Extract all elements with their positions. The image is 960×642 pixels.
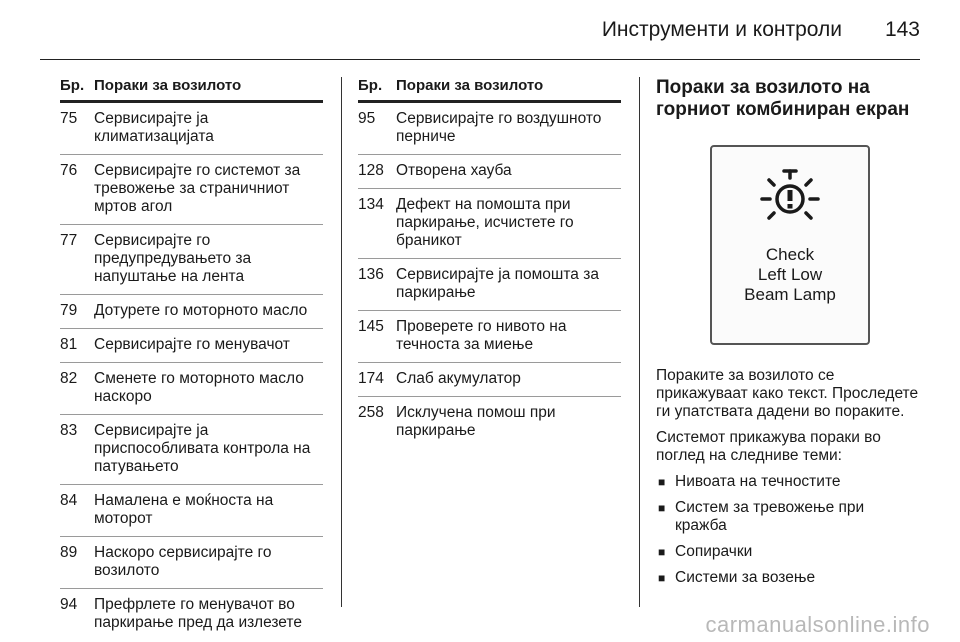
table-header [358,77,621,103]
message-text: Дотурете го моторното масло [94,302,308,319]
message-number: 77 [60,232,78,249]
message-text: Сервисирајте го системот за тревожење за страничниот мртов агол [94,162,301,215]
bullet-square-icon: ■ [658,475,666,489]
table-row [60,295,323,329]
table-row [60,485,323,537]
table-row [358,363,621,397]
column-header-message: Пораки за возилото [396,77,544,94]
header-rule [40,59,920,60]
display-illustration [710,145,870,345]
list-item [656,543,920,561]
message-number: 79 [60,302,78,319]
page-header [0,0,960,60]
table-row [60,415,323,485]
table-row [358,311,621,363]
list-item [656,473,920,491]
list-item [656,569,920,587]
list-item [656,499,920,535]
lamp-warning-icon [756,163,824,231]
list-item-text: Системи за возење [675,569,816,586]
message-table-left [60,77,323,640]
message-text: Префрлете го менувачот во паркирање пред да излезете [94,596,302,631]
message-text: Наскоро сервисирајте го возилото [94,544,272,579]
watermark: carmanualsonline.info [705,612,930,637]
table-row [358,259,621,311]
display-line: Beam Lamp [744,285,836,304]
table-row [60,589,323,640]
message-table-right [358,77,621,448]
column-header-number: Бр. [358,77,383,94]
display-line: Left Low [757,265,823,284]
table-row [60,155,323,225]
message-number: 134 [358,196,384,213]
message-text: Отворена хауба [396,162,512,179]
message-number: 75 [60,110,78,127]
section-title: Пораки за возилото на горниот комбиниран екран [656,77,910,120]
body-paragraph: Пораките за возилото се прикажуваат како текст. Проследете ги упатствата дадени во пораките. [656,367,919,420]
display-line: Check [765,245,815,264]
display-message [712,245,868,305]
column-header-message: Пораки за возилото [94,77,242,94]
column-divider [341,77,342,607]
list-item-text: Систем за тревожење при кражба [675,499,865,534]
message-number: 145 [358,318,384,335]
table-row [60,363,323,415]
page-header-title: Инструменти и контроли [601,18,842,41]
message-text: Намалена е моќноста на моторот [94,492,274,527]
message-number: 84 [60,492,78,509]
table-row [358,103,621,155]
message-text: Сервисирајте ја климатизацијата [94,110,214,145]
body-paragraph: Системот прикажува пораки во поглед на следниве теми: [656,429,881,464]
table-row [358,397,621,448]
message-text: Сервисирајте го менувачот [94,336,290,353]
topic-list [656,473,920,587]
section-combined-display [656,77,920,595]
message-text: Сервисирајте ја приспособливата контрола на патувањето [94,422,311,475]
bullet-square-icon: ■ [658,501,666,515]
table-header [60,77,323,103]
message-text: Сменете го моторното масло наскоро [94,370,304,405]
message-number: 89 [60,544,78,561]
message-text: Слаб акумулатор [396,370,521,387]
message-text: Сервисирајте го воздушното перниче [396,110,602,145]
column-divider [639,77,640,607]
message-number: 128 [358,162,384,179]
table-row [60,537,323,589]
list-item-text: Нивоата на течностите [675,473,841,490]
message-number: 258 [358,404,384,421]
message-text: Сервисирајте ја помошта за паркирање [396,266,599,301]
message-number: 81 [60,336,78,353]
table-row [60,225,323,295]
message-text: Исклучена помош при паркирање [396,404,556,439]
message-number: 83 [60,422,78,439]
table-row [60,329,323,363]
message-text: Проверете го нивото на течноста за миење [396,318,567,353]
message-number: 76 [60,162,78,179]
table-row [60,103,323,155]
bullet-square-icon: ■ [658,571,666,585]
bullet-square-icon: ■ [658,545,666,559]
page-number: 143 [884,18,920,41]
table-row [358,189,621,259]
message-number: 136 [358,266,384,283]
message-number: 95 [358,110,376,127]
message-text: Дефект на помошта при паркирање, исчистете го браникот [396,196,574,249]
list-item-text: Сопирачки [675,543,753,560]
message-text: Сервисирајте го предупредувањето за напуштање на лента [94,232,252,285]
message-number: 94 [60,596,78,613]
column-header-number: Бр. [60,77,85,94]
message-number: 174 [358,370,384,387]
table-row [358,155,621,189]
message-number: 82 [60,370,78,387]
